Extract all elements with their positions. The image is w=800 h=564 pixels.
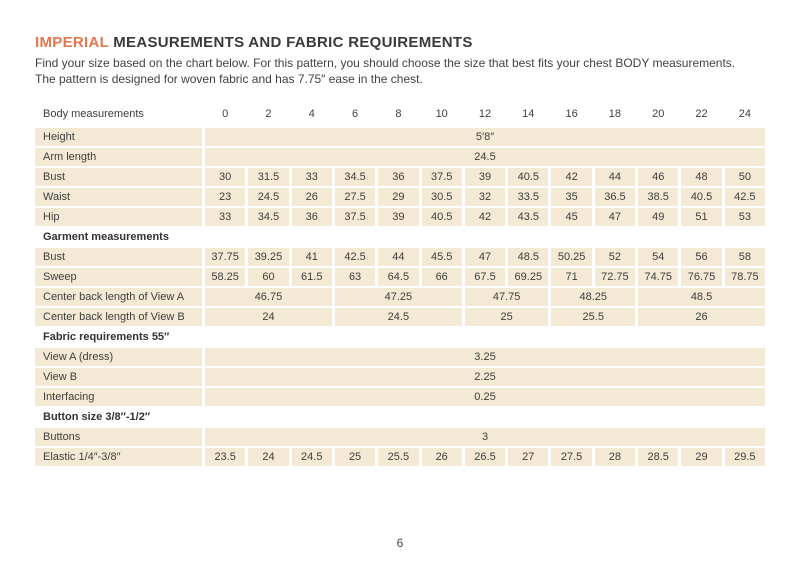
measurement-table [35, 106, 765, 466]
row-value-cell: 61.5 [292, 268, 332, 286]
row-value-cell: 33.5 [508, 188, 548, 206]
row-label: Center back length of View A [35, 288, 202, 306]
row-group-cell: 47.75 [465, 288, 549, 306]
row-value-cell: 48 [681, 168, 721, 186]
row-value-cell: 39.25 [248, 248, 288, 266]
row-value-cell: 46 [638, 168, 678, 186]
row-value-cell: 48.5 [508, 248, 548, 266]
row-value-cell: 42.5 [725, 188, 765, 206]
row-value-cell: 27.5 [551, 448, 591, 466]
row-value-cell: 66 [422, 268, 462, 286]
table-row [35, 448, 765, 466]
page-subtitle [35, 56, 765, 87]
row-value-cell: 52 [595, 248, 635, 266]
table-row [35, 288, 765, 306]
row-value-cell: 36 [378, 168, 418, 186]
row-group-cell: 46.75 [205, 288, 332, 306]
row-value-cell: 78.75 [725, 268, 765, 286]
section-label: Button size 3/8″-1/2″ [43, 411, 151, 423]
size-header-cell: 10 [435, 108, 448, 120]
row-value-cell: 56 [681, 248, 721, 266]
row-value-cell: 47 [595, 208, 635, 226]
row-value-cell: 24.5 [205, 148, 765, 166]
row-label: Arm length [35, 148, 202, 166]
size-header-cell: 2 [265, 108, 272, 120]
size-header-cell: 22 [695, 108, 708, 120]
row-value-cell: 45 [551, 208, 591, 226]
row-value-cell: 44 [378, 248, 418, 266]
table-row [35, 248, 765, 266]
row-value-cell: 45.5 [422, 248, 462, 266]
row-value-cell: 25.5 [378, 448, 418, 466]
row-label: View A (dress) [35, 348, 202, 366]
row-value-cell: 24.5 [248, 188, 288, 206]
row-value-cell: 23 [205, 188, 245, 206]
row-value-cell: 39 [378, 208, 418, 226]
row-value-cell: 54 [638, 248, 678, 266]
size-header-cell: 4 [308, 108, 315, 120]
row-value-cell: 72.75 [595, 268, 635, 286]
row-group-cell: 47.25 [335, 288, 462, 306]
row-label: Hip [35, 208, 202, 226]
row-value-cell: 28.5 [638, 448, 678, 466]
table-row [35, 388, 765, 406]
row-value-cell: 25 [335, 448, 375, 466]
row-value-cell: 37.75 [205, 248, 245, 266]
row-label: Interfacing [35, 388, 202, 406]
row-value-cell: 24.5 [292, 448, 332, 466]
page-content [35, 34, 765, 468]
size-header-cell: 20 [652, 108, 665, 120]
row-label: Buttons [35, 428, 202, 446]
row-value-cell: 3.25 [205, 348, 765, 366]
page-title-rest: MEASUREMENTS AND FABRIC REQUIREMENTS [108, 34, 473, 51]
row-value-cell: 43.5 [508, 208, 548, 226]
row-value-cell: 39 [465, 168, 505, 186]
size-header-cell: 24 [738, 108, 751, 120]
table-row [35, 188, 765, 206]
table-row [35, 208, 765, 226]
row-value-cell: 23.5 [205, 448, 245, 466]
row-value-cell: 34.5 [248, 208, 288, 226]
row-value-cell: 27.5 [335, 188, 375, 206]
row-group-cell: 24.5 [335, 308, 462, 326]
row-value-cell: 26.5 [465, 448, 505, 466]
table-row [35, 148, 765, 166]
row-label: Elastic 1/4″-3/8″ [35, 448, 202, 466]
row-value-cell: 24 [248, 448, 288, 466]
row-value-cell: 49 [638, 208, 678, 226]
section-label: Fabric requirements 55″ [43, 331, 170, 343]
row-value-cell: 58 [725, 248, 765, 266]
row-value-cell: 0.25 [205, 388, 765, 406]
row-label: Waist [35, 188, 202, 206]
row-value-cell: 34.5 [335, 168, 375, 186]
row-value-cell: 3 [205, 428, 765, 446]
table-row [35, 328, 765, 346]
row-value-cell: 33 [205, 208, 245, 226]
page-title [35, 34, 765, 51]
size-header-cell: 0 [222, 108, 229, 120]
row-value-cell: 5′8″ [205, 128, 765, 146]
row-value-cell: 26 [292, 188, 332, 206]
table-row [35, 408, 765, 426]
row-value-cell: 69.25 [508, 268, 548, 286]
row-label: Sweep [35, 268, 202, 286]
row-label: Bust [35, 168, 202, 186]
row-value-cell: 40.5 [422, 208, 462, 226]
row-value-cell: 33 [292, 168, 332, 186]
row-value-cell: 29 [681, 448, 721, 466]
row-label: View B [35, 368, 202, 386]
row-value-cell: 50 [725, 168, 765, 186]
table-row [35, 128, 765, 146]
row-value-cell: 53 [725, 208, 765, 226]
row-value-cell: 26 [422, 448, 462, 466]
size-header-cell: 16 [565, 108, 578, 120]
row-group-cell: 48.5 [638, 288, 765, 306]
row-value-cell: 44 [595, 168, 635, 186]
row-value-cell: 30.5 [422, 188, 462, 206]
row-value-cell: 47 [465, 248, 505, 266]
row-value-cell: 30 [205, 168, 245, 186]
row-value-cell: 37.5 [335, 208, 375, 226]
row-value-cell: 2.25 [205, 368, 765, 386]
table-row [35, 428, 765, 446]
row-value-cell: 71 [551, 268, 591, 286]
table-row [35, 168, 765, 186]
table-row [35, 228, 765, 246]
row-value-cell: 38.5 [638, 188, 678, 206]
row-value-cell: 37.5 [422, 168, 462, 186]
table-row [35, 268, 765, 286]
subtitle-line-1: Find your size based on the chart below. For this pattern, you should choose the size that best fits your chest BODY measurements. [35, 56, 736, 70]
table-row [35, 348, 765, 366]
row-value-cell: 36.5 [595, 188, 635, 206]
table-header-row [35, 106, 765, 122]
size-header-cell: 8 [395, 108, 402, 120]
row-label: Height [35, 128, 202, 146]
subtitle-line-2: The pattern is designed for woven fabric and has 7.75″ ease in the chest. [35, 71, 423, 86]
row-value-cell: 60 [248, 268, 288, 286]
row-value-cell: 31.5 [248, 168, 288, 186]
row-group-cell: 25 [465, 308, 549, 326]
page-title-highlight: IMPERIAL [35, 34, 109, 51]
row-value-cell: 41 [292, 248, 332, 266]
row-value-cell: 76.75 [681, 268, 721, 286]
row-label: Center back length of View B [35, 308, 202, 326]
row-value-cell: 35 [551, 188, 591, 206]
row-value-cell: 29.5 [725, 448, 765, 466]
row-value-cell: 40.5 [508, 168, 548, 186]
row-value-cell: 50.25 [551, 248, 591, 266]
row-group-cell: 24 [205, 308, 332, 326]
table-header-label: Body measurements [43, 108, 144, 120]
row-value-cell: 32 [465, 188, 505, 206]
size-header-cell: 6 [352, 108, 359, 120]
row-value-cell: 58.25 [205, 268, 245, 286]
row-value-cell: 63 [335, 268, 375, 286]
row-value-cell: 74.75 [638, 268, 678, 286]
row-value-cell: 64.5 [378, 268, 418, 286]
row-value-cell: 42.5 [335, 248, 375, 266]
row-value-cell: 27 [508, 448, 548, 466]
size-header-cell: 18 [608, 108, 622, 120]
row-group-cell: 48.25 [551, 288, 635, 306]
page-number: 6 [396, 536, 404, 550]
size-header-cell: 12 [478, 108, 492, 120]
row-value-cell: 40.5 [681, 188, 721, 206]
size-header-cell: 14 [522, 108, 535, 120]
section-label: Garment measurements [43, 231, 169, 243]
row-value-cell: 42 [465, 208, 505, 226]
row-value-cell: 42 [551, 168, 591, 186]
table-row [35, 308, 765, 326]
row-group-cell: 25.5 [551, 308, 635, 326]
row-value-cell: 29 [378, 188, 418, 206]
table-row [35, 368, 765, 386]
row-value-cell: 51 [681, 208, 721, 226]
row-label: Bust [35, 248, 202, 266]
row-group-cell: 26 [638, 308, 765, 326]
row-value-cell: 36 [292, 208, 332, 226]
row-value-cell: 67.5 [465, 268, 505, 286]
row-value-cell: 28 [595, 448, 635, 466]
